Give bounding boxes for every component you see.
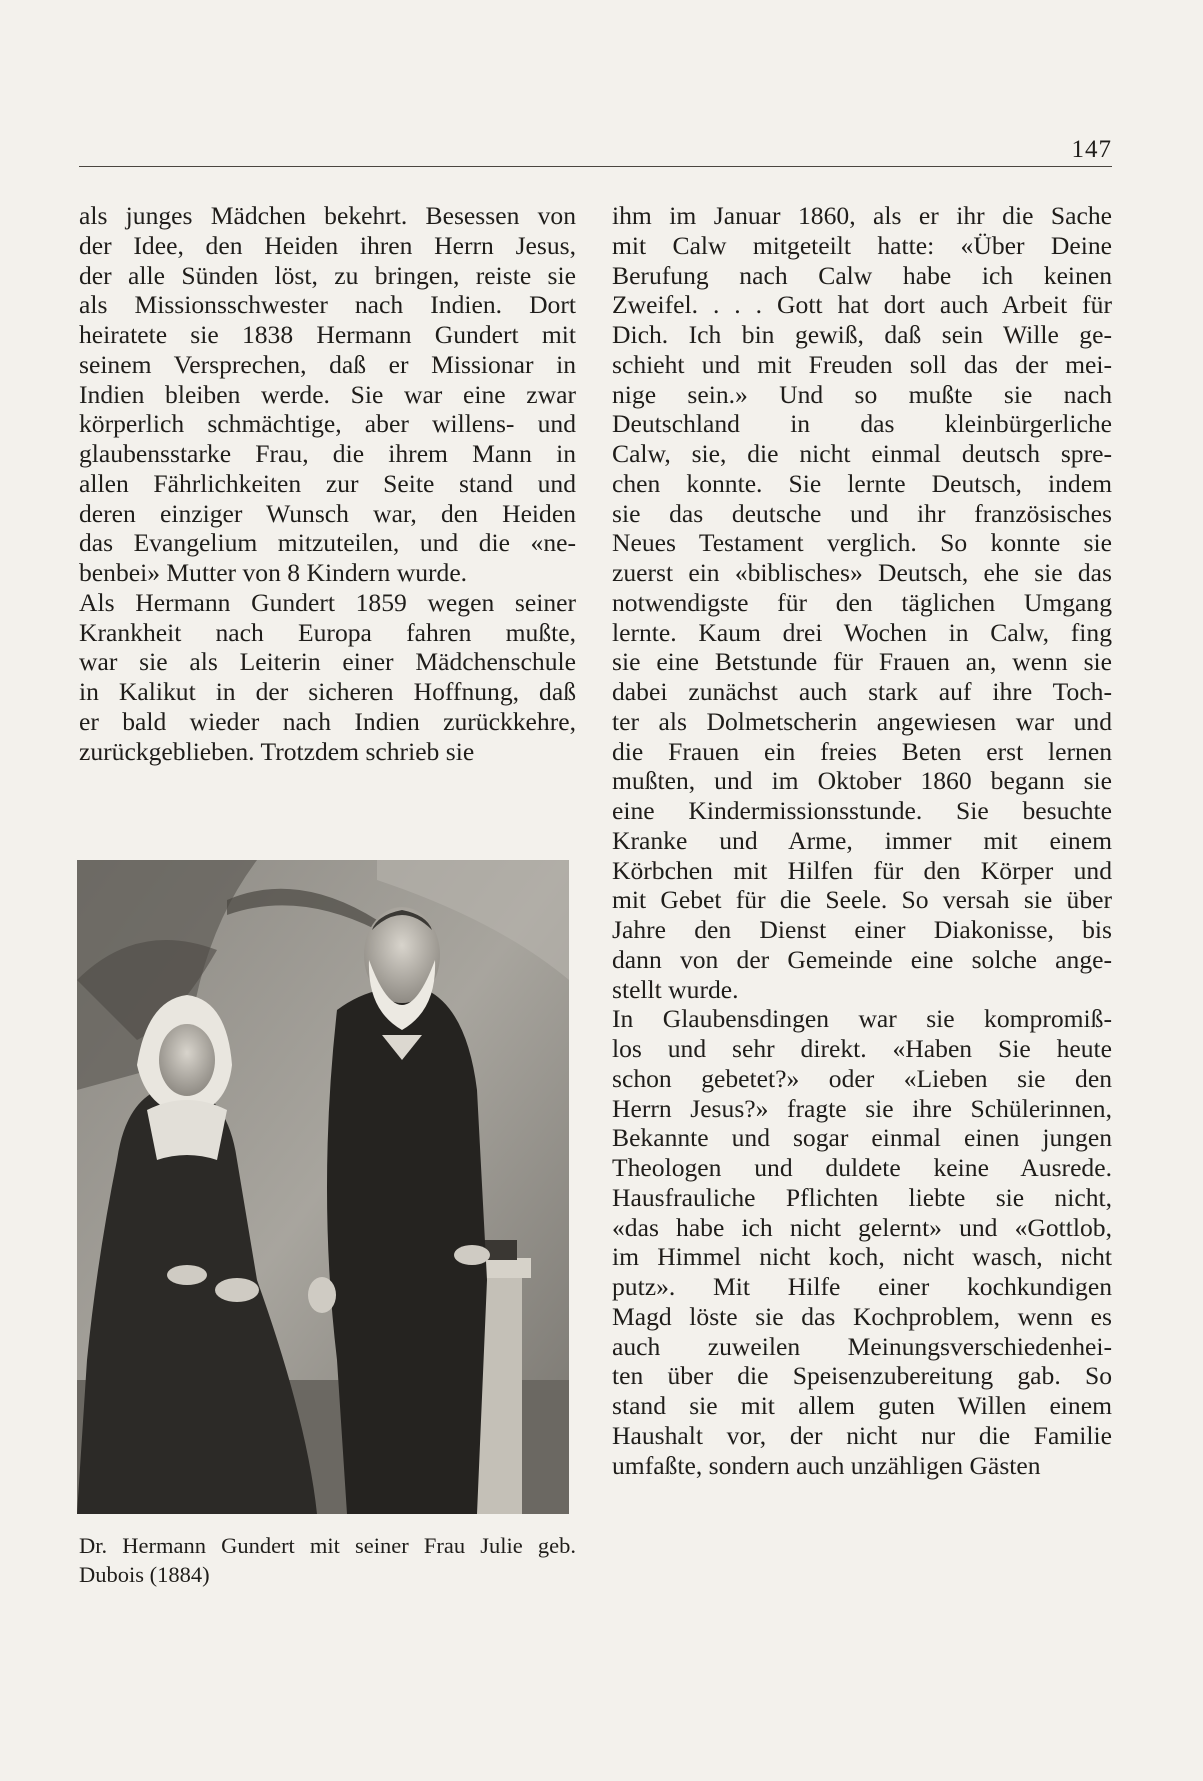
- text-line: Kranke und Arme, immer mit einem: [612, 825, 1112, 855]
- text-line: sie das deutsche und ihr französisches: [612, 498, 1112, 528]
- text-line: auch zuweilen Meinungsverschiedenhei-: [612, 1331, 1112, 1361]
- text-line: putz». Mit Hilfe einer kochkundigen: [612, 1272, 1112, 1301]
- portrait-photograph: [77, 860, 569, 1514]
- text-line: glaubensstarke Frau, die ihrem Mann in: [79, 439, 576, 468]
- text-line: dann von der Gemeinde eine solche ange-: [612, 944, 1112, 974]
- text-line: war sie als Leiterin einer Mädchenschule: [79, 647, 576, 677]
- text-line: das Evangelium mitzuteilen, und die «ne-: [79, 528, 576, 558]
- text-line: dabei zunächst auch stark auf ihre Toch-: [612, 677, 1112, 706]
- left-text-column: [79, 201, 576, 766]
- text-line: los und sehr direkt. «Haben Sie heute: [612, 1034, 1112, 1063]
- text-line: im Himmel nicht koch, nicht wasch, nicht: [612, 1242, 1112, 1272]
- text-line: umfaßte, sondern auch unzähligen Gästen: [612, 1450, 1041, 1480]
- text-line: Deutschland in das kleinbürgerliche: [612, 409, 1112, 439]
- text-line: In Glaubensdingen war sie kompromiß-: [612, 1004, 1112, 1034]
- text-line: allen Fährlichkeiten zur Seite stand und: [79, 468, 576, 498]
- text-line: schon gebetet?» oder «Lieben sie den: [612, 1063, 1112, 1093]
- text-line: seinem Versprechen, daß er Missionar in: [79, 349, 576, 379]
- text-line: als junges Mädchen bekehrt. Besessen von: [79, 201, 576, 230]
- text-line: Dubois (1884): [79, 1562, 210, 1587]
- text-line: zuerst ein «biblisches» Deutsch, ehe sie das: [612, 558, 1112, 587]
- text-line: mit Gebet für die Seele. So versah sie über: [612, 885, 1112, 915]
- text-line: der alle Sünden löst, zu bringen, reiste sie: [79, 260, 576, 290]
- text-line: Magd löste sie das Kochproblem, wenn es: [612, 1301, 1112, 1331]
- text-line: «das habe ich nicht gelernt» und «Gottlob,: [612, 1212, 1112, 1242]
- text-line: nige sein.» Und so mußte sie nach: [612, 379, 1112, 409]
- text-line: chen konnte. Sie lernte Deutsch, indem: [612, 468, 1112, 498]
- text-line: Indien bleiben werde. Sie war eine zwar: [79, 379, 576, 409]
- text-line: er bald wieder nach Indien zurückkehre,: [79, 706, 576, 736]
- text-line: ten über die Speisenzubereitung gab. So: [612, 1361, 1112, 1391]
- text-line: ter als Dolmetscherin angewiesen war und: [612, 706, 1112, 736]
- text-line: Herrn Jesus?» fragte sie ihre Schülerinnen,: [612, 1093, 1112, 1123]
- text-line: Calw, sie, die nicht einmal deutsch spre-: [612, 439, 1112, 468]
- text-line: stellt wurde.: [612, 974, 739, 1004]
- text-line: mußten, und im Oktober 1860 begann sie: [612, 766, 1112, 796]
- text-line: Berufung nach Calw habe ich keinen: [612, 260, 1112, 290]
- text-line: deren einziger Wunsch war, den Heiden: [79, 498, 576, 528]
- text-line: notwendigste für den täglichen Umgang: [612, 587, 1112, 617]
- text-line: Dich. Ich bin gewiß, daß sein Wille ge-: [612, 320, 1112, 349]
- text-line: Dr. Hermann Gundert mit seiner Frau Julie geb.: [79, 1533, 576, 1558]
- text-line: Als Hermann Gundert 1859 wegen seiner: [79, 587, 576, 617]
- text-line: mit Calw mitgeteilt hatte: «Über Deine: [612, 230, 1112, 260]
- header-rule: [79, 166, 1112, 167]
- text-line: körperlich schmächtige, aber willens- und: [79, 409, 576, 439]
- text-line: Theologen und duldete keine Ausrede.: [612, 1153, 1112, 1182]
- page-number: 147: [1071, 136, 1112, 163]
- text-line: Körbchen mit Hilfen für den Körper und: [612, 855, 1112, 885]
- text-line: Neues Testament verglich. So konnte sie: [612, 528, 1112, 558]
- text-line: sie eine Betstunde für Frauen an, wenn sie: [612, 647, 1112, 677]
- text-line: ihm im Januar 1860, als er ihr die Sache: [612, 201, 1112, 230]
- text-line: heiratete sie 1838 Hermann Gundert mit: [79, 320, 576, 349]
- text-line: eine Kindermissionsstunde. Sie besuchte: [612, 796, 1112, 825]
- text-line: benbei» Mutter von 8 Kindern wurde.: [79, 558, 468, 587]
- text-line: Zweifel. . . . Gott hat dort auch Arbeit für: [612, 290, 1112, 320]
- text-line: Krankheit nach Europa fahren mußte,: [79, 617, 576, 647]
- text-line: zurückgeblieben. Trotzdem schrieb sie: [79, 736, 475, 766]
- text-line: schieht und mit Freuden soll das der mei-: [612, 349, 1112, 379]
- text-line: Bekannte und sogar einmal einen jungen: [612, 1123, 1112, 1153]
- figure-caption: [79, 1531, 576, 1589]
- text-line: als Missionsschwester nach Indien. Dort: [79, 290, 576, 320]
- text-line: Hausfrauliche Pflichten liebte sie nicht,: [612, 1182, 1112, 1212]
- text-line: Haushalt vor, der nicht nur die Familie: [612, 1420, 1112, 1450]
- right-text-column: [612, 201, 1112, 1480]
- text-line: die Frauen ein freies Beten erst lernen: [612, 736, 1112, 766]
- text-line: Jahre den Dienst einer Diakonisse, bis: [612, 915, 1112, 944]
- text-line: lernte. Kaum drei Wochen in Calw, fing: [612, 617, 1112, 647]
- text-line: in Kalikut in der sicheren Hoffnung, daß: [79, 677, 576, 706]
- text-line: stand sie mit allem guten Willen einem: [612, 1391, 1112, 1420]
- text-line: der Idee, den Heiden ihren Herrn Jesus,: [79, 230, 576, 260]
